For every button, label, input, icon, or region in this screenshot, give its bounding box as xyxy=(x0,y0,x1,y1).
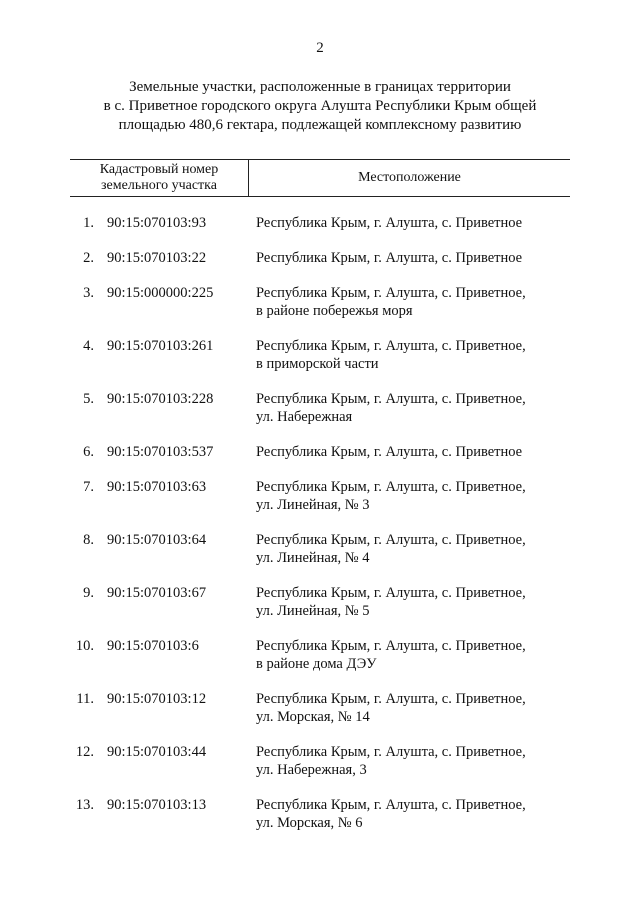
row-number: 7. xyxy=(83,479,94,495)
row-location xyxy=(256,796,576,832)
row-number: 4. xyxy=(83,338,94,354)
row-location-line: Республика Крым, г. Алушта, с. Приветное, xyxy=(256,638,526,654)
land-plots-table xyxy=(70,159,570,197)
row-location-line: Республика Крым, г. Алушта, с. Приветное, xyxy=(256,391,526,407)
table-header xyxy=(70,159,570,197)
row-location xyxy=(256,531,576,567)
title-line-2: в с. Приветное городского округа Алушта Республики Крым общей xyxy=(103,98,537,114)
row-cadastral-number: 90:15:070103:537 xyxy=(107,444,214,460)
row-cadastral-number: 90:15:070103:13 xyxy=(107,797,207,813)
row-number: 8. xyxy=(83,532,94,548)
row-location xyxy=(256,390,576,426)
row-location xyxy=(256,690,576,726)
header-cadastral-line-1: Кадастровый номер xyxy=(99,162,219,177)
row-number: 12. xyxy=(75,744,94,760)
row-location-line: ул. Морская, № 14 xyxy=(256,709,370,725)
row-location-line: Республика Крым, г. Алушта, с. Приветное, xyxy=(256,585,526,601)
row-number: 1. xyxy=(83,215,94,231)
title-line-1: Земельные участки, расположенные в границах территории xyxy=(129,79,511,95)
row-location-line: Республика Крым, г. Алушта, с. Приветное xyxy=(256,444,523,460)
row-location-line: ул. Линейная, № 4 xyxy=(256,550,370,566)
title-line-3: площадью 480,6 гектара, подлежащей комплексному развитию xyxy=(118,117,522,133)
row-location-line: ул. Набережная, 3 xyxy=(256,762,367,778)
row-location xyxy=(256,743,576,779)
row-location-line: ул. Набережная xyxy=(256,409,353,425)
row-location-line: Республика Крым, г. Алушта, с. Приветное, xyxy=(256,532,526,548)
row-cadastral-number: 90:15:070103:22 xyxy=(107,250,207,266)
row-location-line: ул. Линейная, № 3 xyxy=(256,497,370,513)
row-cadastral-number: 90:15:070103:67 xyxy=(107,585,207,601)
row-location-line: Республика Крым, г. Алушта, с. Приветное, xyxy=(256,479,526,495)
row-number: 6. xyxy=(83,444,94,460)
row-location-line: Республика Крым, г. Алушта, с. Приветное xyxy=(256,250,523,266)
row-location-line: в районе дома ДЭУ xyxy=(256,656,377,672)
row-location-line: в приморской части xyxy=(256,356,379,372)
row-location xyxy=(256,214,576,232)
row-location-line: Республика Крым, г. Алушта, с. Приветное, xyxy=(256,797,526,813)
row-location xyxy=(256,637,576,673)
row-location-line: Республика Крым, г. Алушта, с. Приветное, xyxy=(256,691,526,707)
row-location xyxy=(256,284,576,320)
row-number: 10. xyxy=(75,638,94,654)
row-cadastral-number: 90:15:000000:225 xyxy=(107,285,214,301)
row-number: 3. xyxy=(83,285,94,301)
document-title xyxy=(70,78,570,135)
row-cadastral-number: 90:15:070103:64 xyxy=(107,532,207,548)
row-location-line: ул. Линейная, № 5 xyxy=(256,603,370,619)
row-number: 5. xyxy=(83,391,94,407)
row-number: 11. xyxy=(76,691,94,707)
row-location-line: Республика Крым, г. Алушта, с. Приветное, xyxy=(256,338,526,354)
row-location xyxy=(256,584,576,620)
row-number: 13. xyxy=(75,797,94,813)
row-cadastral-number: 90:15:070103:63 xyxy=(107,479,207,495)
row-number: 2. xyxy=(83,250,94,266)
row-location xyxy=(256,249,576,267)
header-location: Местоположение xyxy=(358,170,461,185)
row-cadastral-number: 90:15:070103:44 xyxy=(107,744,207,760)
row-location-line: Республика Крым, г. Алушта, с. Приветное, xyxy=(256,744,526,760)
row-number: 9. xyxy=(83,585,94,601)
row-cadastral-number: 90:15:070103:6 xyxy=(107,638,199,654)
row-location xyxy=(256,337,576,373)
row-location-line: Республика Крым, г. Алушта, с. Приветное, xyxy=(256,285,526,301)
row-cadastral-number: 90:15:070103:261 xyxy=(107,338,214,354)
row-location-line: Республика Крым, г. Алушта, с. Приветное xyxy=(256,215,523,231)
row-location xyxy=(256,478,576,514)
header-cadastral-number xyxy=(70,162,248,194)
row-cadastral-number: 90:15:070103:12 xyxy=(107,691,207,707)
row-location-line: в районе побережья моря xyxy=(256,303,413,319)
row-location xyxy=(256,443,576,461)
row-location-line: ул. Морская, № 6 xyxy=(256,815,363,831)
row-cadastral-number: 90:15:070103:228 xyxy=(107,391,214,407)
row-cadastral-number: 90:15:070103:93 xyxy=(107,215,207,231)
header-cadastral-line-2: земельного участка xyxy=(101,178,217,193)
page-number: 2 xyxy=(316,40,324,56)
